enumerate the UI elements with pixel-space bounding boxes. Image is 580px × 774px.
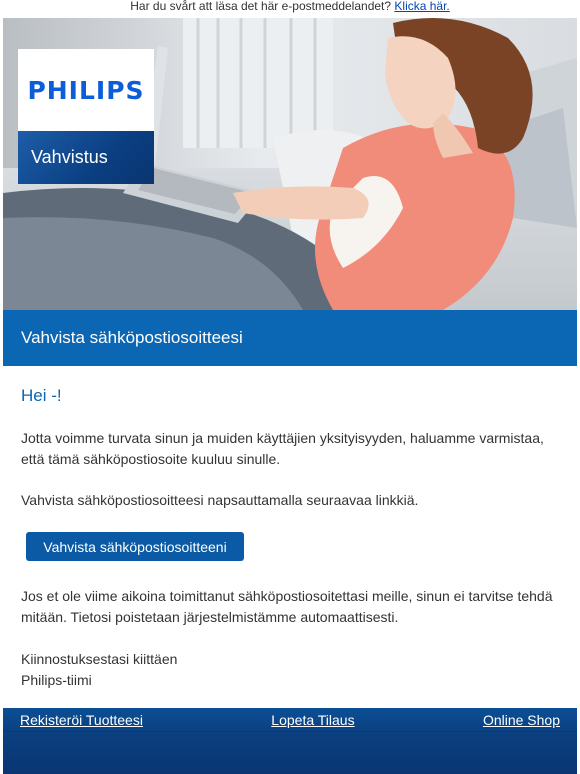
logo-wordmark-area — [18, 49, 154, 131]
signature: Philips-tiimi — [21, 672, 92, 688]
hero-image — [3, 18, 577, 310]
footer-links — [3, 708, 577, 732]
philips-logo — [18, 49, 154, 184]
instruction-paragraph: Vahvista sähköpostiosoitteesi napsauttamalla seuraavaa linkkiä. — [21, 492, 419, 508]
logo-subtitle: Vahvistus — [31, 147, 108, 167]
unsubscribe-link[interactable]: Lopeta Tilaus — [271, 711, 355, 728]
logo-subtitle-area — [18, 131, 154, 184]
greeting: Hei -! — [21, 386, 62, 405]
title-banner — [3, 310, 577, 366]
preheader — [0, 0, 580, 14]
privacy-paragraph: Jotta voimme turvata sinun ja muiden käyttäjien yksityisyyden, haluamme varmistaa, että tämä sähköpostiosoite kuuluu sinulle. — [21, 430, 544, 467]
online-shop-link[interactable]: Online Shop — [482, 711, 560, 728]
signoff: Kiinnostuksestasi kiittäen — [21, 651, 178, 667]
ignore-paragraph: Jos et ole viime aikoina toimittanut sähköpostiosoitettasi meille, sinun ei tarvitse tehdä mitään. Tietosi poistetaan järjestelmistämme automaattisesti. — [21, 588, 553, 625]
logo-wordmark: PHILIPS — [27, 75, 145, 105]
preheader-text: Har du svårt att läsa det här e-postmeddelandet? — [130, 0, 392, 13]
register-products-link[interactable]: Rekisteröi Tuotteesi — [20, 711, 143, 728]
footer — [3, 708, 577, 774]
banner-title: Vahvista sähköpostiosoitteesi — [21, 328, 243, 347]
confirm-email-button[interactable]: Vahvista sähköpostiosoitteeni — [26, 532, 244, 561]
email-container — [3, 18, 577, 774]
preheader-link[interactable]: Klicka här. — [394, 0, 450, 13]
